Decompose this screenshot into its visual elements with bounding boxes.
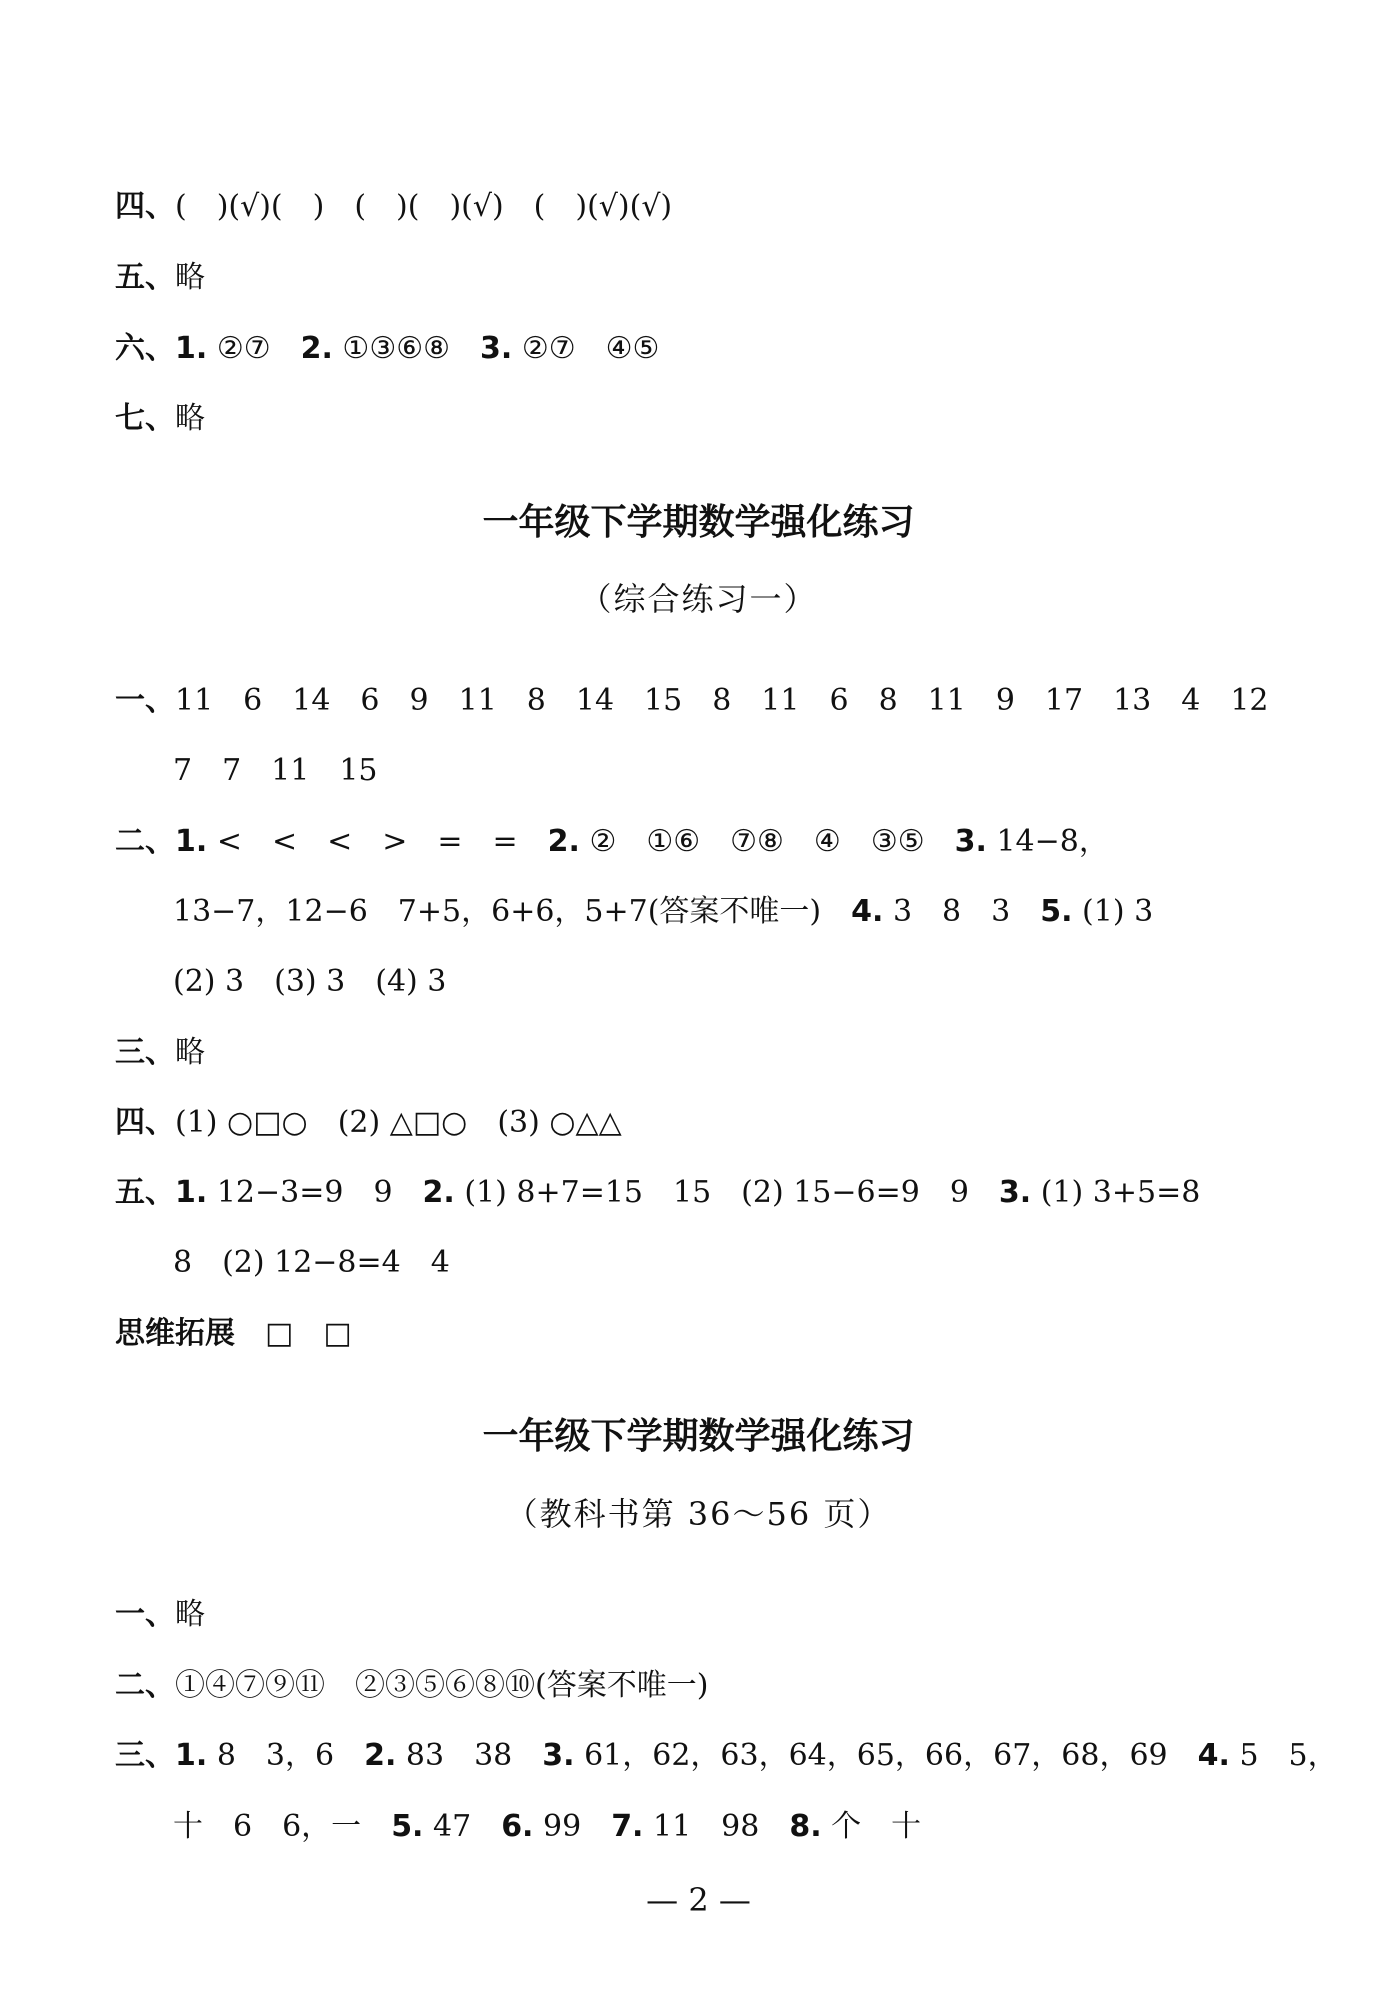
item-number: 8. — [789, 1809, 822, 1844]
answer-text: 14−8， — [986, 824, 1109, 859]
answer-row-five — [115, 1173, 1200, 1213]
answer-text: 11 6 14 6 9 11 8 14 15 8 11 6 8 11 9 17 13 4 12 — [175, 683, 1269, 718]
answer-text: (1) 3+5=8 — [1031, 1175, 1201, 1210]
answer-text: 略 — [175, 260, 205, 295]
answer-row-two — [115, 1666, 708, 1706]
answer-row-continuation: (2) 3 (3) 3 (4) 3 — [173, 964, 447, 999]
section-subtitle: （教科书第 36～56 页） — [505, 1495, 892, 1533]
answer-text: ②⑦ ④⑤ — [512, 331, 660, 366]
answer-text: (1) 8+7=15 15 (2) 15−6=9 9 — [454, 1175, 999, 1210]
section-subtitle: （综合练习一） — [579, 580, 818, 618]
answer-text: 略 — [175, 401, 205, 436]
answer-text: 5 5， — [1229, 1738, 1338, 1773]
answer-row-four — [115, 187, 672, 227]
question-label: 思维拓展 — [115, 1316, 235, 1351]
page-number: — 2 — — [646, 1881, 751, 1919]
item-number: 6. — [501, 1809, 534, 1844]
section-title: 一年级下学期数学强化练习 — [482, 502, 915, 543]
question-label: 五、 — [115, 1175, 175, 1210]
answer-text: 83 38 — [396, 1738, 543, 1773]
item-number: 3. — [480, 331, 513, 366]
item-number: 1. — [175, 824, 208, 859]
answer-text: 11 98 — [643, 1809, 790, 1844]
question-label: 三、 — [115, 1035, 175, 1070]
item-number: 1. — [175, 331, 208, 366]
question-label: 七、 — [115, 401, 175, 436]
answer-row-seven — [115, 399, 205, 439]
question-label: 二、 — [115, 824, 175, 859]
item-number: 2. — [364, 1738, 397, 1773]
answer-row-continuation — [173, 1807, 921, 1847]
answer-text: 13−7，12−6 7+5，6+6，5+7(答案不唯一) — [173, 894, 852, 929]
answer-text: ( )(√)( ) ( )( )(√) ( )(√)(√) — [175, 189, 673, 224]
question-label: 四、 — [115, 1105, 175, 1140]
question-label: 一、 — [115, 683, 175, 718]
item-number: 3. — [954, 824, 987, 859]
item-number: 2. — [547, 824, 580, 859]
item-number: 1. — [175, 1175, 208, 1210]
answer-text: 十 6 6，一 — [173, 1809, 392, 1844]
item-number: 4. — [851, 894, 884, 929]
answer-row-continuation: 7 7 11 15 — [173, 753, 378, 788]
answer-row-one — [115, 681, 1269, 721]
answer-text: 个 十 — [821, 1809, 922, 1844]
item-number: 3. — [542, 1738, 575, 1773]
answer-text: (1) ○□○ (2) △□○ (3) ○△△ — [175, 1105, 622, 1140]
answer-text: 略 — [175, 1035, 205, 1070]
answer-text: 47 — [423, 1809, 502, 1844]
item-number: 3. — [998, 1175, 1032, 1210]
answer-row-five — [115, 258, 205, 298]
answer-row-three — [115, 1736, 1338, 1776]
answer-text: 略 — [175, 1597, 205, 1632]
answer-row-six — [115, 329, 659, 369]
question-label: 六、 — [115, 331, 175, 366]
answer-text: ②⑦ — [207, 331, 301, 366]
answer-text: ①④⑦⑨⑪ ②③⑤⑥⑧⑩(答案不唯一) — [175, 1668, 709, 1703]
item-number: 7. — [611, 1809, 644, 1844]
item-number: 5. — [1040, 894, 1073, 929]
answer-text: 3 8 3 — [883, 894, 1041, 929]
question-label: 三、 — [115, 1738, 175, 1773]
answer-row-two — [115, 822, 1109, 862]
answer-text: □ □ — [235, 1316, 352, 1351]
item-number: 1. — [175, 1738, 208, 1773]
answer-row-continuation — [173, 892, 1153, 932]
answer-text: 8 3，6 — [207, 1738, 365, 1773]
item-number: 2. — [422, 1175, 455, 1210]
answer-text: (1) 3 — [1072, 894, 1154, 929]
question-label: 四、 — [115, 189, 175, 224]
answer-row-thinking — [115, 1314, 352, 1354]
item-number: 4. — [1197, 1738, 1230, 1773]
question-label: 一、 — [115, 1597, 175, 1632]
answer-text: 12−3=9 9 — [207, 1175, 423, 1210]
item-number: 2. — [300, 331, 333, 366]
answer-text: < < < > = = — [207, 824, 548, 859]
answer-text: 99 — [533, 1809, 612, 1844]
question-label: 二、 — [115, 1668, 175, 1703]
answer-row-continuation: 8 (2) 12−8=4 4 — [173, 1245, 450, 1280]
answer-row-three — [115, 1033, 205, 1073]
answer-row-four — [115, 1103, 622, 1143]
answer-text: ② ①⑥ ⑦⑧ ④ ③⑤ — [579, 824, 955, 859]
section-title: 一年级下学期数学强化练习 — [482, 1416, 915, 1457]
answer-text: 61，62，63，64，65，66，67，68，69 — [574, 1738, 1198, 1773]
answer-text: ①③⑥⑧ — [332, 331, 481, 366]
question-label: 五、 — [115, 260, 175, 295]
answer-row-one — [115, 1595, 205, 1635]
item-number: 5. — [391, 1809, 424, 1844]
